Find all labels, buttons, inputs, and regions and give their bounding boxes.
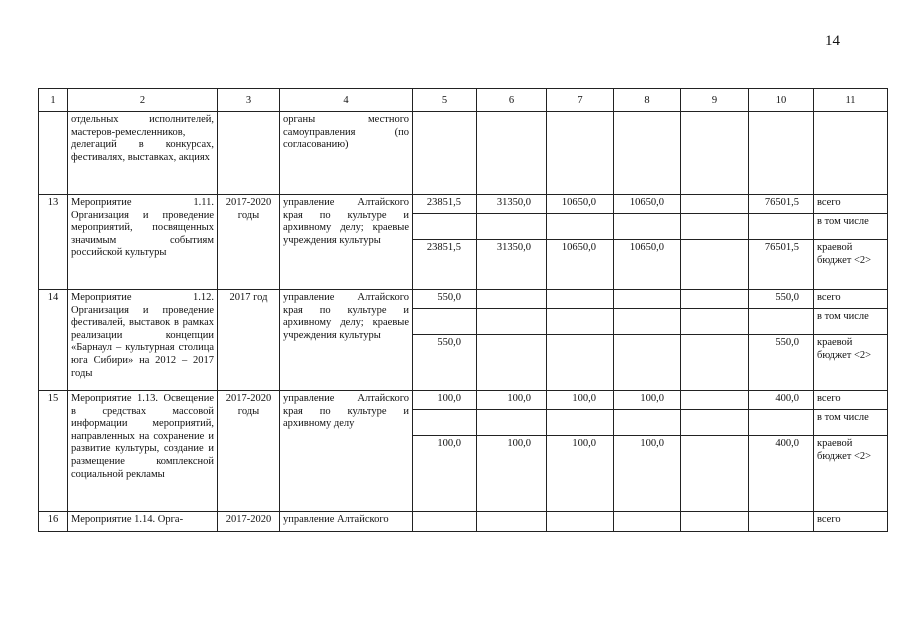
value-cell [413,214,477,240]
value-cell [477,410,547,436]
value-cell [681,195,749,214]
category-cell: в том числе [814,214,888,240]
value-cell [477,309,547,335]
value-cell: 100,0 [413,391,477,410]
row-number-cell [39,112,68,195]
value-cell: 31350,0 [477,240,547,290]
value-cell [749,309,814,335]
value-cell [614,512,681,532]
budget-table [38,88,888,532]
activity-name-cell: Мероприятие 1.11. Организация и проведение мероприятий, посвященных значимым событиям российской культуры [68,195,218,290]
period-cell: 2017-2020 годы [218,195,280,290]
value-cell: 10650,0 [547,195,614,214]
value-cell: 10650,0 [547,240,614,290]
value-cell [477,112,547,195]
activity-name-cell: отдельных исполнителей, мастеров-ремесленников, делегаций в конкурсах, фестивалях, выставках, акциях [68,112,218,195]
value-cell [413,112,477,195]
column-header: 9 [681,89,749,112]
column-header: 11 [814,89,888,112]
value-cell [749,512,814,532]
row-number-cell: 15 [39,391,68,512]
activity-name-cell: Мероприятие 1.12. Организация и проведение фестивалей, выставок в рамках реализации концепции «Барнаул – культурная столица юга Сибири» на 2012 – 2017 годы [68,290,218,391]
value-cell [547,290,614,309]
value-cell [614,290,681,309]
value-cell: 100,0 [547,391,614,410]
value-cell [413,309,477,335]
value-cell [681,290,749,309]
value-cell: 76501,5 [749,240,814,290]
column-header: 2 [68,89,218,112]
value-cell: 100,0 [477,436,547,512]
value-cell [614,410,681,436]
column-header: 4 [280,89,413,112]
value-cell [477,335,547,391]
value-cell [413,512,477,532]
value-cell: 550,0 [413,290,477,309]
value-cell: 100,0 [413,436,477,512]
value-cell [614,309,681,335]
value-cell: 400,0 [749,436,814,512]
value-cell [681,112,749,195]
category-cell: в том числе [814,410,888,436]
column-header: 1 [39,89,68,112]
value-cell [681,391,749,410]
executor-cell: органы местного самоуправления (по согласованию) [280,112,413,195]
value-cell [477,290,547,309]
value-cell [547,335,614,391]
table-row [39,391,888,410]
continuation-row [39,112,888,195]
value-cell [749,214,814,240]
value-cell [614,335,681,391]
category-cell: краевой бюджет <2> [814,436,888,512]
category-cell: всего [814,290,888,309]
value-cell: 10650,0 [614,240,681,290]
column-header: 10 [749,89,814,112]
table-row [39,195,888,214]
value-cell [681,309,749,335]
value-cell: 550,0 [749,290,814,309]
value-cell: 550,0 [749,335,814,391]
executor-cell: управление Алтайского края по культуре и архивному делу; краевые учреждения культуры [280,195,413,290]
row-number-cell: 16 [39,512,68,532]
executor-cell: управление Алтайского края по культуре и архивному делу [280,391,413,512]
value-cell: 550,0 [413,335,477,391]
value-cell: 100,0 [547,436,614,512]
row-number-cell: 13 [39,195,68,290]
period-cell: 2017 год [218,290,280,391]
category-cell: всего [814,195,888,214]
value-cell [477,512,547,532]
table-row [39,512,888,532]
value-cell [614,214,681,240]
value-cell [681,512,749,532]
value-cell [749,112,814,195]
activity-name-cell: Мероприятие 1.13. Освещение в средствах массовой информации мероприятий, направленных на сохранение и развитие культуры, создание и размещение комплексной социальной рекламы [68,391,218,512]
value-cell [547,309,614,335]
value-cell: 100,0 [477,391,547,410]
value-cell: 23851,5 [413,240,477,290]
activity-name-cell: Мероприятие 1.14. Орга- [68,512,218,532]
value-cell [547,410,614,436]
column-header: 7 [547,89,614,112]
value-cell [681,335,749,391]
executor-cell: управление Алтайского края по культуре и архивному делу; краевые учреждения культуры [280,290,413,391]
value-cell: 31350,0 [477,195,547,214]
column-header: 6 [477,89,547,112]
category-cell: всего [814,512,888,532]
page-number: 14 [825,33,840,49]
value-cell [681,214,749,240]
value-cell [477,214,547,240]
column-header: 8 [614,89,681,112]
header-row [39,89,888,112]
category-cell: краевой бюджет <2> [814,240,888,290]
category-cell: в том числе [814,309,888,335]
column-header: 3 [218,89,280,112]
row-number-cell: 14 [39,290,68,391]
value-cell [547,214,614,240]
category-cell: всего [814,391,888,410]
value-cell [614,112,681,195]
value-cell [681,436,749,512]
value-cell: 23851,5 [413,195,477,214]
value-cell: 400,0 [749,391,814,410]
column-header: 5 [413,89,477,112]
category-cell: краевой бюджет <2> [814,335,888,391]
category-cell [814,112,888,195]
executor-cell: управление Алтайского [280,512,413,532]
value-cell: 10650,0 [614,195,681,214]
period-cell: 2017-2020 годы [218,391,280,512]
value-cell [681,410,749,436]
value-cell: 100,0 [614,436,681,512]
period-cell: 2017-2020 [218,512,280,532]
value-cell: 76501,5 [749,195,814,214]
period-cell [218,112,280,195]
value-cell: 100,0 [614,391,681,410]
value-cell [547,512,614,532]
value-cell [547,112,614,195]
value-cell [413,410,477,436]
table-row [39,290,888,309]
value-cell [749,410,814,436]
value-cell [681,240,749,290]
